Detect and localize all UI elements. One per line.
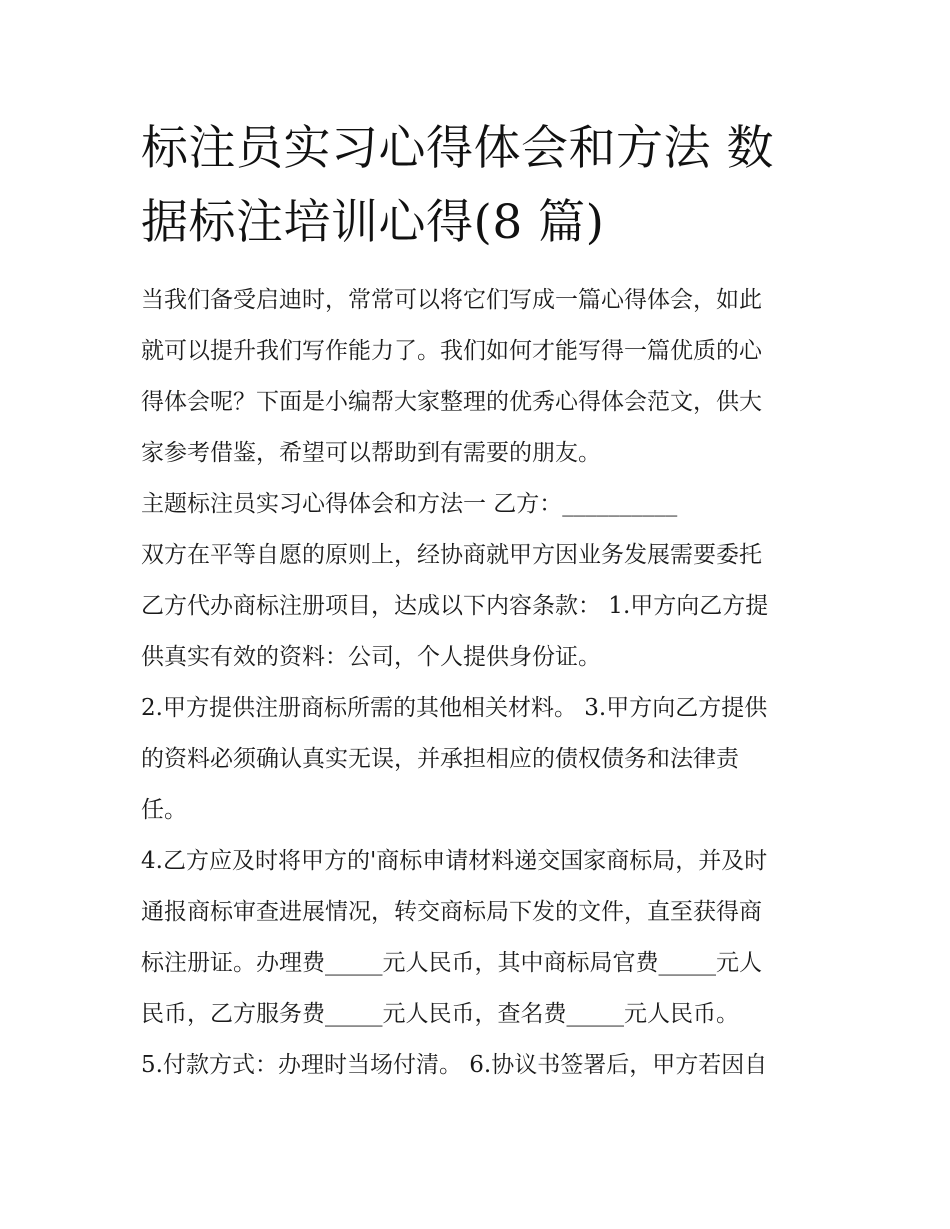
title-line: 据标注培训心得(8 篇) bbox=[141, 195, 605, 250]
text-line: 得体会呢？下面是小编帮大家整理的优秀心得体会范文，供大 bbox=[141, 389, 762, 415]
intro-paragraph bbox=[141, 275, 821, 479]
document-body bbox=[141, 275, 821, 1091]
agreement-paragraph bbox=[141, 530, 821, 683]
text-line: 家参考借鉴，希望可以帮助到有需要的朋友。 bbox=[141, 440, 601, 466]
text-line: 供真实有效的资料：公司，个人提供身份证。 bbox=[141, 644, 601, 670]
title-line: 标注员实习心得体会和方法 数 bbox=[141, 121, 774, 176]
text-line: 民币，乙方服务费_____元人民币，查名费_____元人民币。 bbox=[141, 1001, 739, 1027]
section-heading-paragraph bbox=[141, 479, 821, 530]
text-line: 双方在平等自愿的原则上，经协商就甲方因业务发展需要委托 bbox=[141, 542, 762, 568]
text-line: 乙方代办商标注册项目，达成以下内容条款： 1.甲方向乙方提 bbox=[141, 593, 769, 619]
clause-paragraph bbox=[141, 683, 821, 836]
text-line: 就可以提升我们写作能力了。我们如何才能写得一篇优质的心 bbox=[141, 338, 762, 364]
clause-paragraph bbox=[141, 1040, 821, 1091]
clause-paragraph bbox=[141, 836, 821, 1040]
text-line: 5.付款方式：办理时当场付清。 6.协议书签署后，甲方若因自 bbox=[141, 1052, 768, 1078]
text-line: 当我们备受启迪时，常常可以将它们写成一篇心得体会，如此 bbox=[141, 287, 762, 313]
text-line: 的资料必须确认真实无误，并承担相应的债权债务和法律责 bbox=[141, 746, 739, 772]
text-line: 通报商标审查进展情况，转交商标局下发的文件，直至获得商 bbox=[141, 899, 762, 925]
text-line: 2.甲方提供注册商标所需的其他相关材料。 3.甲方向乙方提供 bbox=[141, 695, 768, 721]
page-title bbox=[141, 112, 821, 260]
text-line: 任。 bbox=[141, 797, 187, 823]
text-line: 4.乙方应及时将甲方的'商标申请材料递交国家商标局，并及时 bbox=[141, 848, 768, 874]
text-line: 标注册证。办理费_____元人民币，其中商标局官费_____元人 bbox=[141, 950, 762, 976]
text-line: 主题标注员实习心得体会和方法一 乙方：__________ bbox=[141, 491, 678, 517]
